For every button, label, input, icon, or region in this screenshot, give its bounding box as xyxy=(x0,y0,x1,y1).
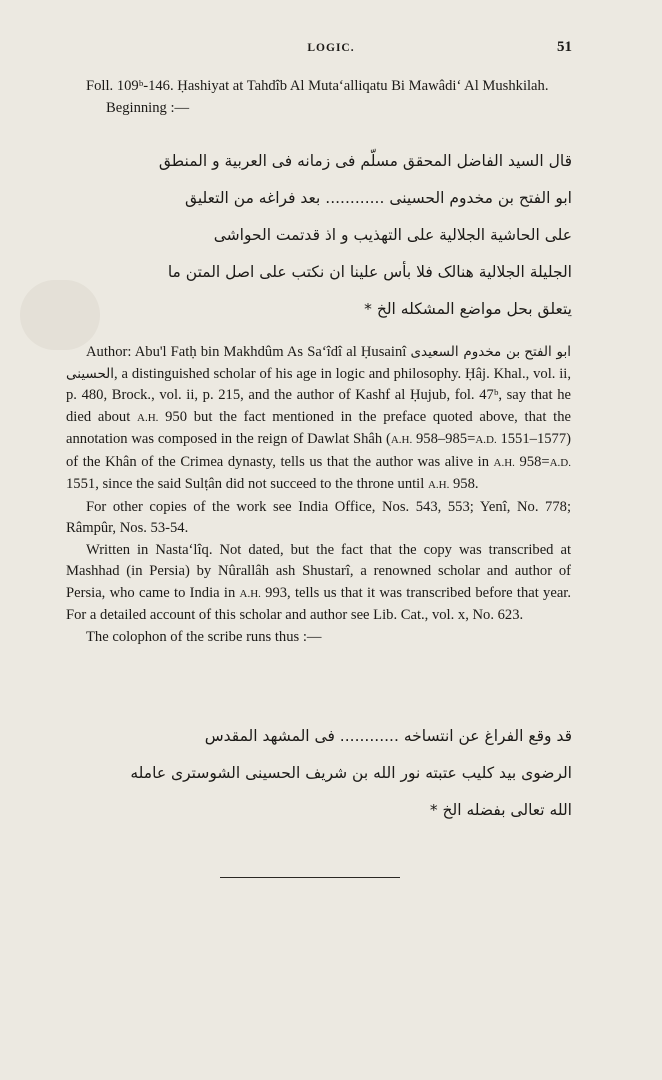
arabic-name: بن مخدوم السعيدی الحسينی xyxy=(66,344,521,382)
author-paragraph: Author: Abu'l Fatḥ bin Makhdûm As Sa‘îdî al Ḥusainî ابو الفتح بن مخدوم السعيدی الحسينی, a distinguished scholar of his age in logic and philosophy. Ḥâj. Khal., vol. ii, p. 480, Brock., vol. ii, p. 215, and the author of Kashf al Ḥujub, fol. 47ᵇ, say that he died about A.H. 950 but the fact mentioned in the preface quoted above, that the annotation was composed in the reign of Dawlat Shâh (A.H. 958–985=A.D. 1551–1577) of the Khân of the Crimea dynasty, tells us that the author was alive in A.H. 958=A.D. 1551, since the said Sulṭân did not succeed to the throne until A.H. 958. xyxy=(66,344,571,492)
arabic-line: يتعلق بحل مواضع المشكله الخ * xyxy=(364,300,572,318)
written-paragraph: Written in Nasta‘lîq. Not dated, but the fact that the copy was transcribed at Mashhad (in Persia) by Nûrallâh ash Shustarî, a renowned scholar and author of Persia, who came to India in A.H. 993, tells us that it was transcribed before that year. For a detailed account of this scholar and author see Lib. Cat., vol. x, No. 623. xyxy=(66,541,572,623)
arabic-name: ابو الفتح xyxy=(524,344,571,360)
page-header xyxy=(0,39,662,64)
arabic-line: الجليلة الجلالية هنالک فلا بأس علينا ان نكتب علی اصل المتن ما xyxy=(167,263,572,281)
arabic-line: الرضوی بيد کليب عتبته نور الله بن شريف الحسينی الشوستری عامله xyxy=(130,764,572,782)
arabic-line: قد وقع الفراغ عن انتساخه ............ فی المشهد المقدس xyxy=(204,727,572,745)
colophon-intro: The colophon of the scribe runs thus :— xyxy=(86,628,322,645)
entry-heading: Foll. 109ᵇ-146. Ḥashiyat at Tahdîb Al Muta‘alliqatu Bi Mawâdi‘ Al Mushkilah. xyxy=(86,78,549,94)
beginning-label: Beginning :— xyxy=(106,99,190,116)
body-text xyxy=(66,342,571,648)
arabic-colophon-quote xyxy=(66,718,572,829)
running-title: LOGIC. xyxy=(307,42,355,54)
other-copies-paragraph: For other copies of the work see India Office, Nos. 543, 553; Yenî, No. 778; Râmpûr, Nos. 53-54. xyxy=(66,498,571,536)
entry-header xyxy=(66,76,571,119)
arabic-line: الله تعالی بفضله الخ * xyxy=(429,801,572,819)
arabic-beginning-quote xyxy=(66,143,572,328)
section-divider xyxy=(220,877,400,878)
arabic-line: علی الحاشية الجلالية علی التهذيب و اذ قدتمت الحواشی xyxy=(213,226,572,244)
page-number: 51 xyxy=(557,39,572,55)
arabic-line: قال السيد الفاضل المحقق مسلّم فی زمانه فی العربية و المنطق xyxy=(158,152,572,170)
arabic-line: ابو الفتح بن مخدوم الحسينی ............ بعد فراغه من التعليق xyxy=(184,189,572,207)
